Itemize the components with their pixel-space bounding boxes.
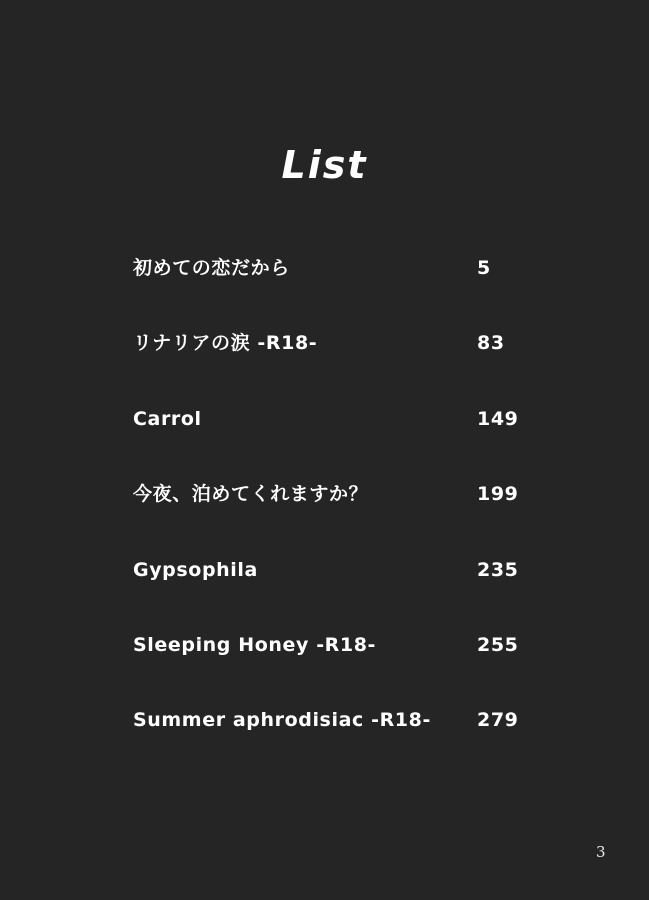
toc-entry — [133, 631, 533, 706]
toc-entry-title: Carrol — [133, 407, 202, 430]
toc-entry-page: 235 — [477, 558, 519, 581]
toc-entry-title: Summer aphrodisiac -R18- — [133, 709, 431, 732]
toc-entry — [133, 556, 533, 631]
toc-entry-page: 279 — [477, 709, 519, 732]
toc-entry-title: Sleeping Honey -R18- — [133, 633, 377, 656]
toc-entry — [133, 254, 533, 329]
toc-entry-page: 255 — [477, 633, 519, 656]
toc-entry-page: 83 — [477, 332, 505, 355]
toc-entry — [133, 480, 533, 555]
toc-entry-page: 149 — [477, 407, 519, 430]
toc-entry-title: リナリアの涙 -R18- — [133, 332, 318, 355]
toc-entry — [133, 706, 533, 781]
toc-entry-title: 今夜、泊めてくれますか？ — [133, 483, 369, 506]
toc-entry-title: Gypsophila — [133, 558, 258, 581]
toc-entry-page: 199 — [477, 483, 519, 506]
toc-entry-title: 初めての恋だから — [133, 257, 290, 279]
toc-entry-page: 5 — [477, 257, 491, 279]
page-title: List — [281, 143, 368, 187]
page-number: 3 — [596, 843, 606, 861]
toc-entry — [133, 405, 533, 480]
table-of-contents — [133, 254, 533, 782]
toc-entry — [133, 329, 533, 404]
